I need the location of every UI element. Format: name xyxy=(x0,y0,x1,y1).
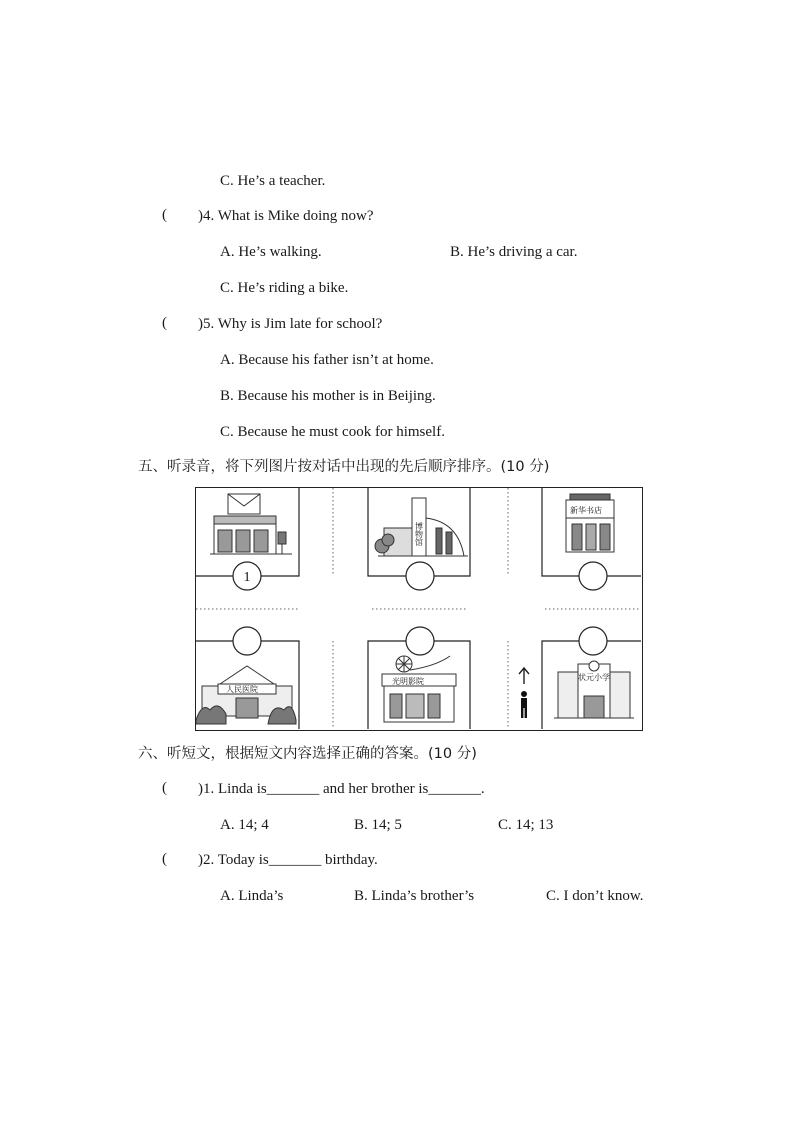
answer-circle-museum xyxy=(406,562,434,590)
hospital-icon xyxy=(196,666,296,724)
map-drawing xyxy=(196,488,641,729)
bookstore-sign: 新华书店 xyxy=(570,506,602,515)
s6q1-option-c: C. 14; 13 xyxy=(498,817,554,833)
cinema-sign: 光明影院 xyxy=(392,677,424,686)
answer-circle-school xyxy=(579,627,607,655)
answer-paren[interactable]: ( xyxy=(162,780,167,796)
street-map xyxy=(195,487,643,731)
example-number: 1 xyxy=(243,570,251,585)
s6q1-option-a: A. 14; 4 xyxy=(220,817,269,833)
direction-arrow-icon xyxy=(519,668,529,684)
q4-option-a: A. He’s walking. xyxy=(220,244,322,260)
museum-sign: 博物馆 xyxy=(414,522,424,546)
answer-circle-cinema xyxy=(406,627,434,655)
bookstore-icon xyxy=(566,494,614,552)
school-sign: 状元小学 xyxy=(578,673,610,682)
q4-option-b: B. He’s driving a car. xyxy=(450,244,578,260)
answer-circle-hospital xyxy=(233,627,261,655)
answer-paren[interactable]: ( xyxy=(162,851,167,867)
question-5: )5. Why is Jim late for school? xyxy=(198,316,383,332)
school-icon xyxy=(554,661,634,718)
question-4: )4. What is Mike doing now? xyxy=(198,208,374,224)
s6q2-option-c: C. I don’t know. xyxy=(546,888,644,904)
answer-paren[interactable]: ( xyxy=(162,207,167,223)
section-6-title: 六、听短文，根据短文内容选择正确的答案。(10 分) xyxy=(138,746,477,762)
q4-option-c: C. He’s riding a bike. xyxy=(220,280,349,296)
person-icon xyxy=(521,691,527,718)
s6q2-option-b: B. Linda’s brother’s xyxy=(354,888,475,904)
q5-option-a: A. Because his father isn’t at home. xyxy=(220,352,434,368)
hospital-sign: 人民医院 xyxy=(226,685,258,694)
s6-question-1: )1. Linda is_______ and her brother is_______. xyxy=(198,781,485,797)
s6-question-2: )2. Today is_______ birthday. xyxy=(198,852,378,868)
section-5-title: 五、听录音，将下列图片按对话中出现的先后顺序排序。(10 分) xyxy=(138,459,550,475)
q5-option-c: C. Because he must cook for himself. xyxy=(220,424,445,440)
s6q1-option-b: B. 14; 5 xyxy=(354,817,402,833)
q3-option-c: C. He’s a teacher. xyxy=(220,173,326,189)
q5-option-b: B. Because his mother is in Beijing. xyxy=(220,388,436,404)
s6q2-option-a: A. Linda’s xyxy=(220,888,284,904)
answer-paren[interactable]: ( xyxy=(162,315,167,331)
cinema-icon xyxy=(382,656,456,722)
post-office-icon xyxy=(210,494,292,554)
answer-circle-bookstore xyxy=(579,562,607,590)
